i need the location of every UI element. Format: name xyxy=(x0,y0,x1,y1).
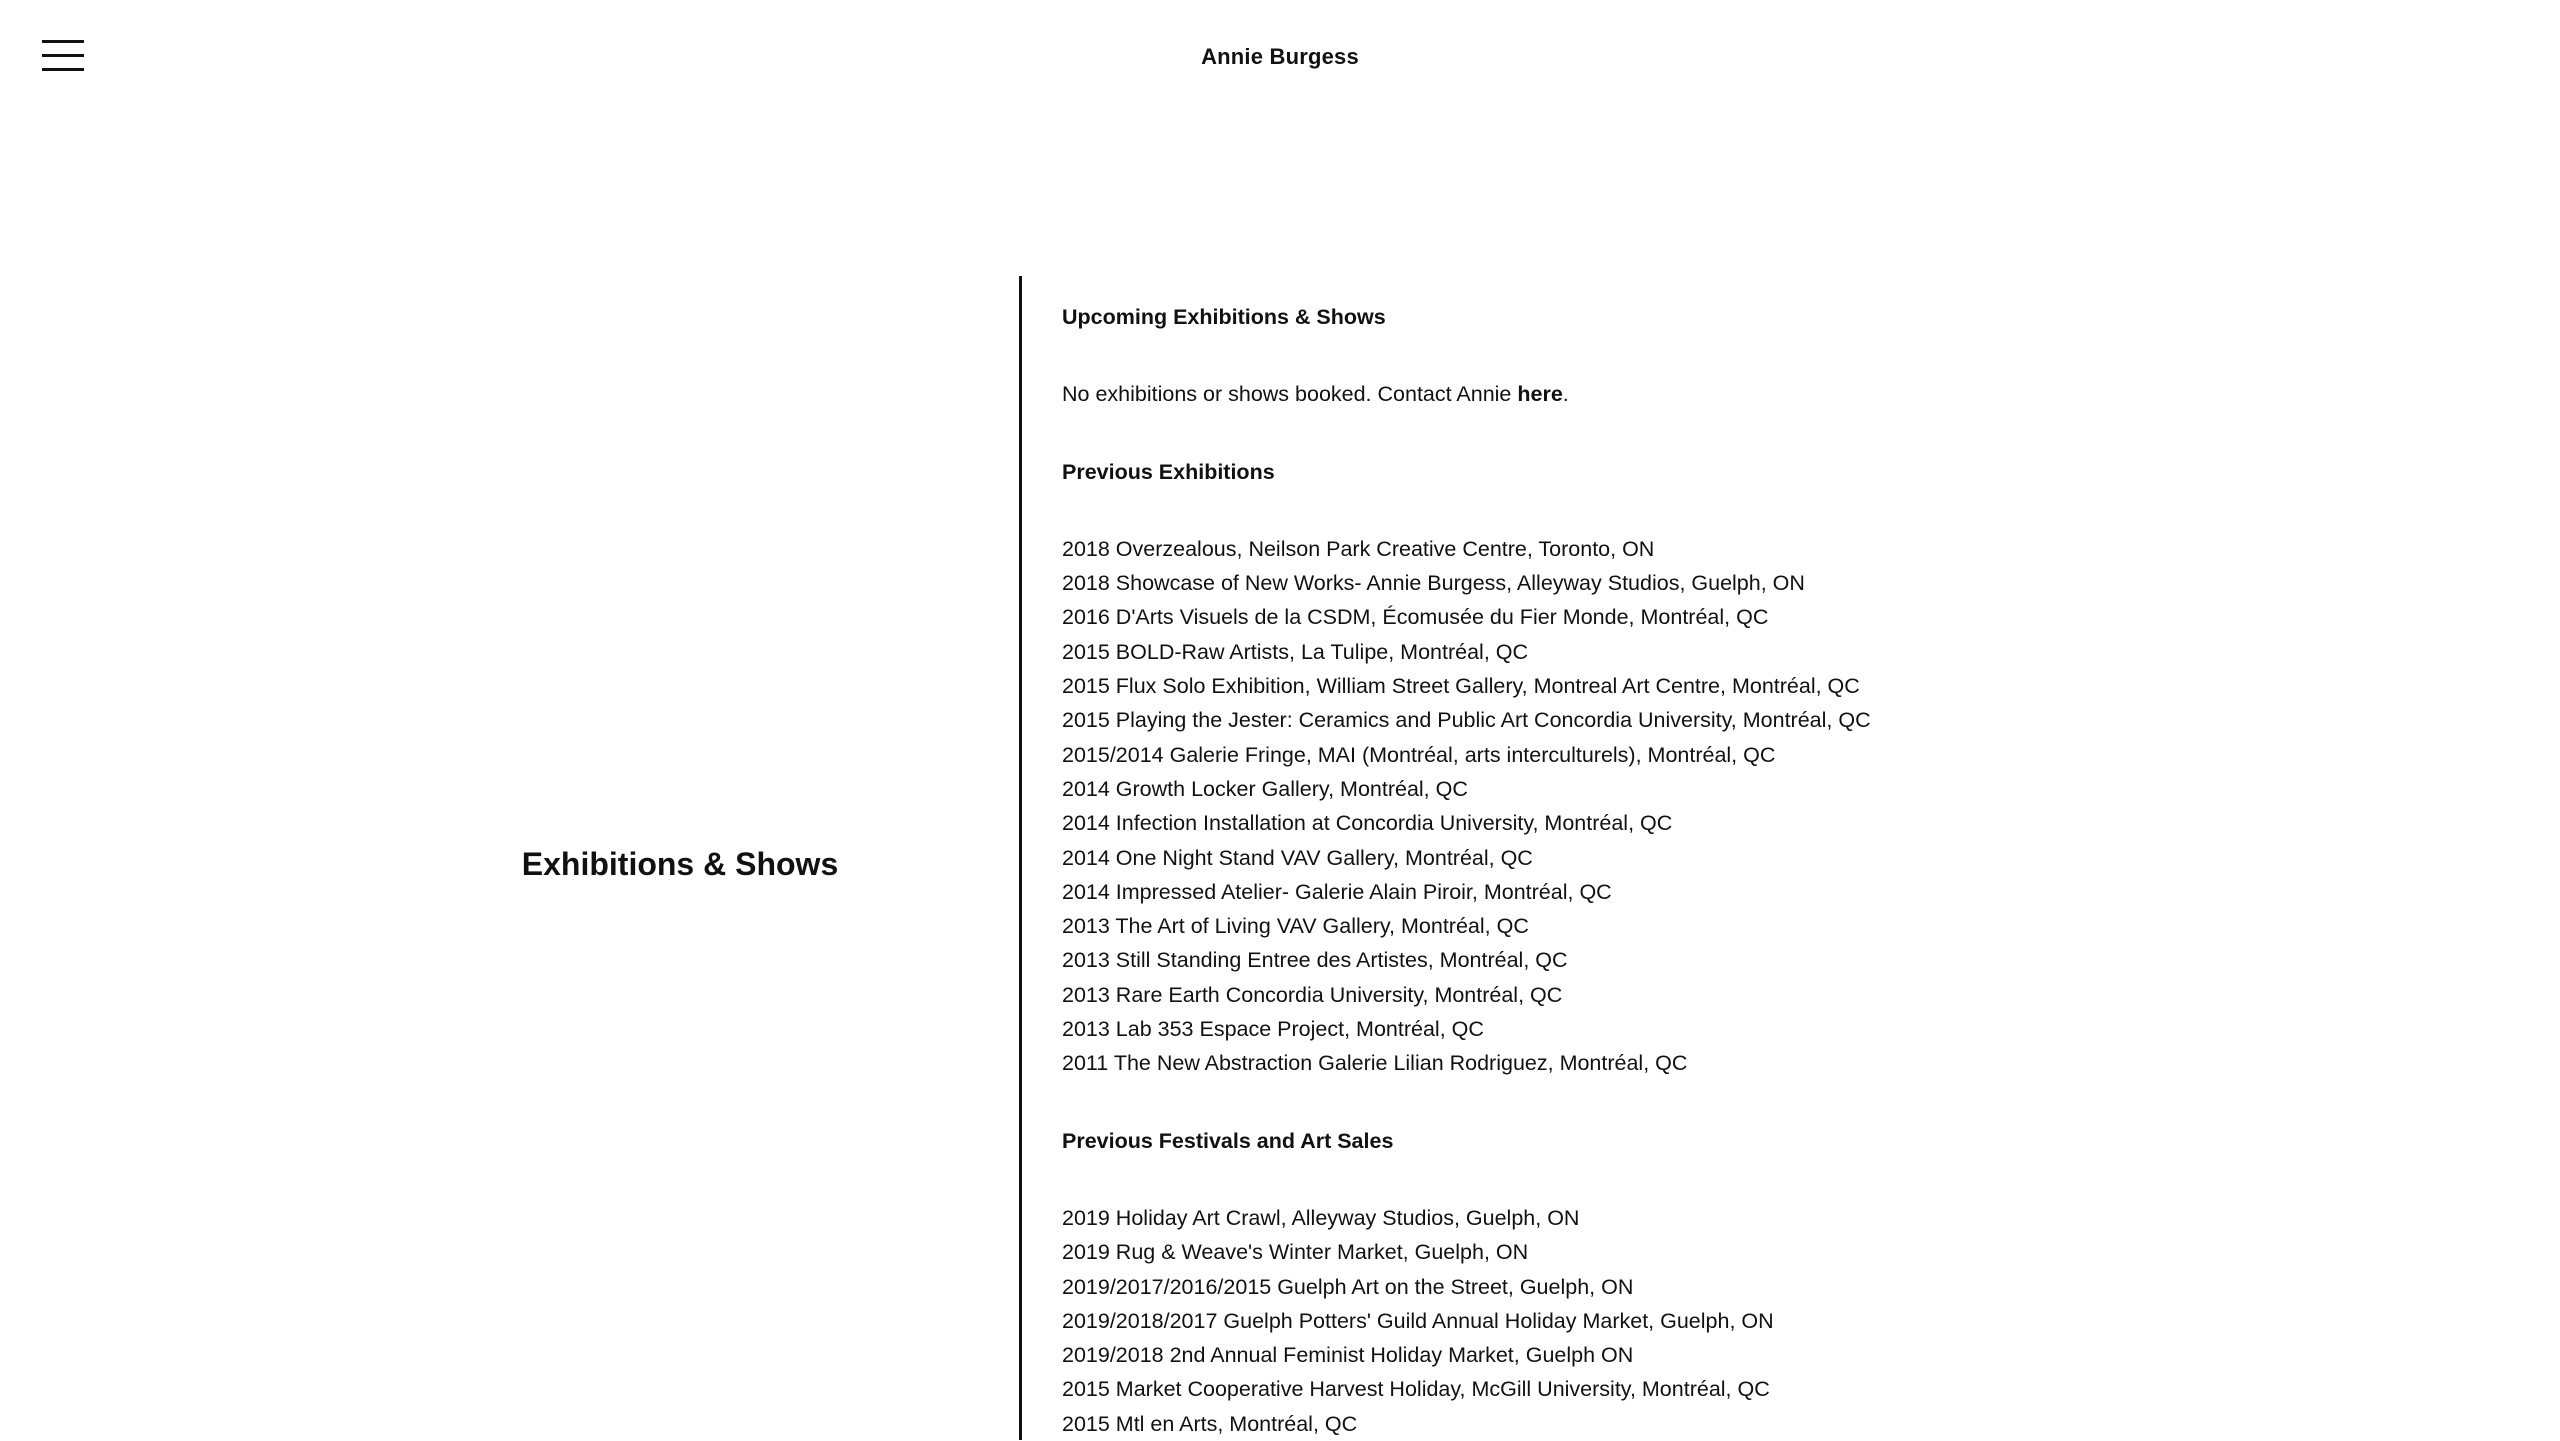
festival-item: 2019/2018 2nd Annual Feminist Holiday Market, Guelph ON xyxy=(1062,1343,1634,1368)
contact-here-link[interactable]: here xyxy=(1517,382,1563,407)
exhibition-item: 2013 The Art of Living VAV Gallery, Montréal, QC xyxy=(1062,914,1529,939)
exhibition-item: 2015 Playing the Jester: Ceramics and Public Art Concordia University, Montréal, QC xyxy=(1062,708,1871,733)
upcoming-heading: Upcoming Exhibitions & Shows xyxy=(1062,305,1386,329)
festival-item: 2015 Mtl en Arts, Montréal, QC xyxy=(1062,1411,1358,1436)
previous-festivals-heading: Previous Festivals and Art Sales xyxy=(1062,1128,1394,1153)
exhibition-item: 2013 Rare Earth Concordia University, Montréal, QC xyxy=(1062,982,1563,1007)
festival-item: 2019 Rug & Weave's Winter Market, Guelph, ON xyxy=(1062,1240,1529,1265)
previous-exhibitions-heading: Previous Exhibitions xyxy=(1062,459,1275,484)
exhibition-item: 2015 BOLD-Raw Artists, La Tulipe, Montréal, QC xyxy=(1062,639,1529,664)
exhibition-item: 2013 Still Standing Entree des Artistes, Montréal, QC xyxy=(1062,948,1568,973)
exhibition-item: 2011 The New Abstraction Galerie Lilian Rodriguez, Montréal, QC xyxy=(1062,1051,1688,1076)
exhibition-item: 2015/2014 Galerie Fringe, MAI (Montréal, arts interculturels), Montréal, QC xyxy=(1062,742,1776,767)
menu-line xyxy=(42,40,84,43)
festival-item: 2019/2018/2017 Guelph Potters' Guild Annual Holiday Market, Guelph, ON xyxy=(1062,1308,1774,1333)
upcoming-text-after: . xyxy=(1562,382,1569,407)
exhibition-item: 2013 Lab 353 Espace Project, Montréal, QC xyxy=(1062,1017,1484,1042)
exhibition-item: 2018 Overzealous, Neilson Park Creative Centre, Toronto, ON xyxy=(1062,536,1655,561)
vertical-divider xyxy=(1019,276,1022,1440)
page-title: Exhibitions & Shows xyxy=(521,846,839,882)
previous-festivals-list xyxy=(1062,1201,2162,1441)
exhibition-item: 2014 Growth Locker Gallery, Montréal, QC xyxy=(1062,776,1468,801)
previous-exhibitions-list xyxy=(1062,532,2162,1081)
exhibition-item: 2018 Showcase of New Works- Annie Burgess, Alleyway Studios, Guelph, ON xyxy=(1062,571,1805,596)
content-column xyxy=(1062,300,2162,1441)
festival-item: 2015 Market Cooperative Harvest Holiday, McGill University, Montréal, QC xyxy=(1062,1377,1770,1402)
exhibition-item: 2015 Flux Solo Exhibition, William Street Gallery, Montreal Art Centre, Montréal, QC xyxy=(1062,674,1860,699)
festival-item: 2019/2017/2016/2015 Guelph Art on the Street, Guelph, ON xyxy=(1062,1274,1634,1299)
upcoming-text-before: No exhibitions or shows booked. Contact Annie xyxy=(1062,382,1518,407)
exhibition-item: 2014 Impressed Atelier- Galerie Alain Piroir, Montréal, QC xyxy=(1062,879,1612,904)
upcoming-text xyxy=(1062,377,2162,411)
top-bar xyxy=(0,0,2560,120)
site-title[interactable]: Annie Burgess xyxy=(1201,44,1359,69)
exhibition-item: 2016 D'Arts Visuels de la CSDM, Écomusée du Fier Monde, Montréal, QC xyxy=(1062,605,1769,630)
festival-item: 2019 Holiday Art Crawl, Alleyway Studios, Guelph, ON xyxy=(1062,1205,1580,1230)
exhibition-item: 2014 One Night Stand VAV Gallery, Montréal, QC xyxy=(1062,845,1533,870)
exhibition-item: 2014 Infection Installation at Concordia University, Montréal, QC xyxy=(1062,811,1673,836)
